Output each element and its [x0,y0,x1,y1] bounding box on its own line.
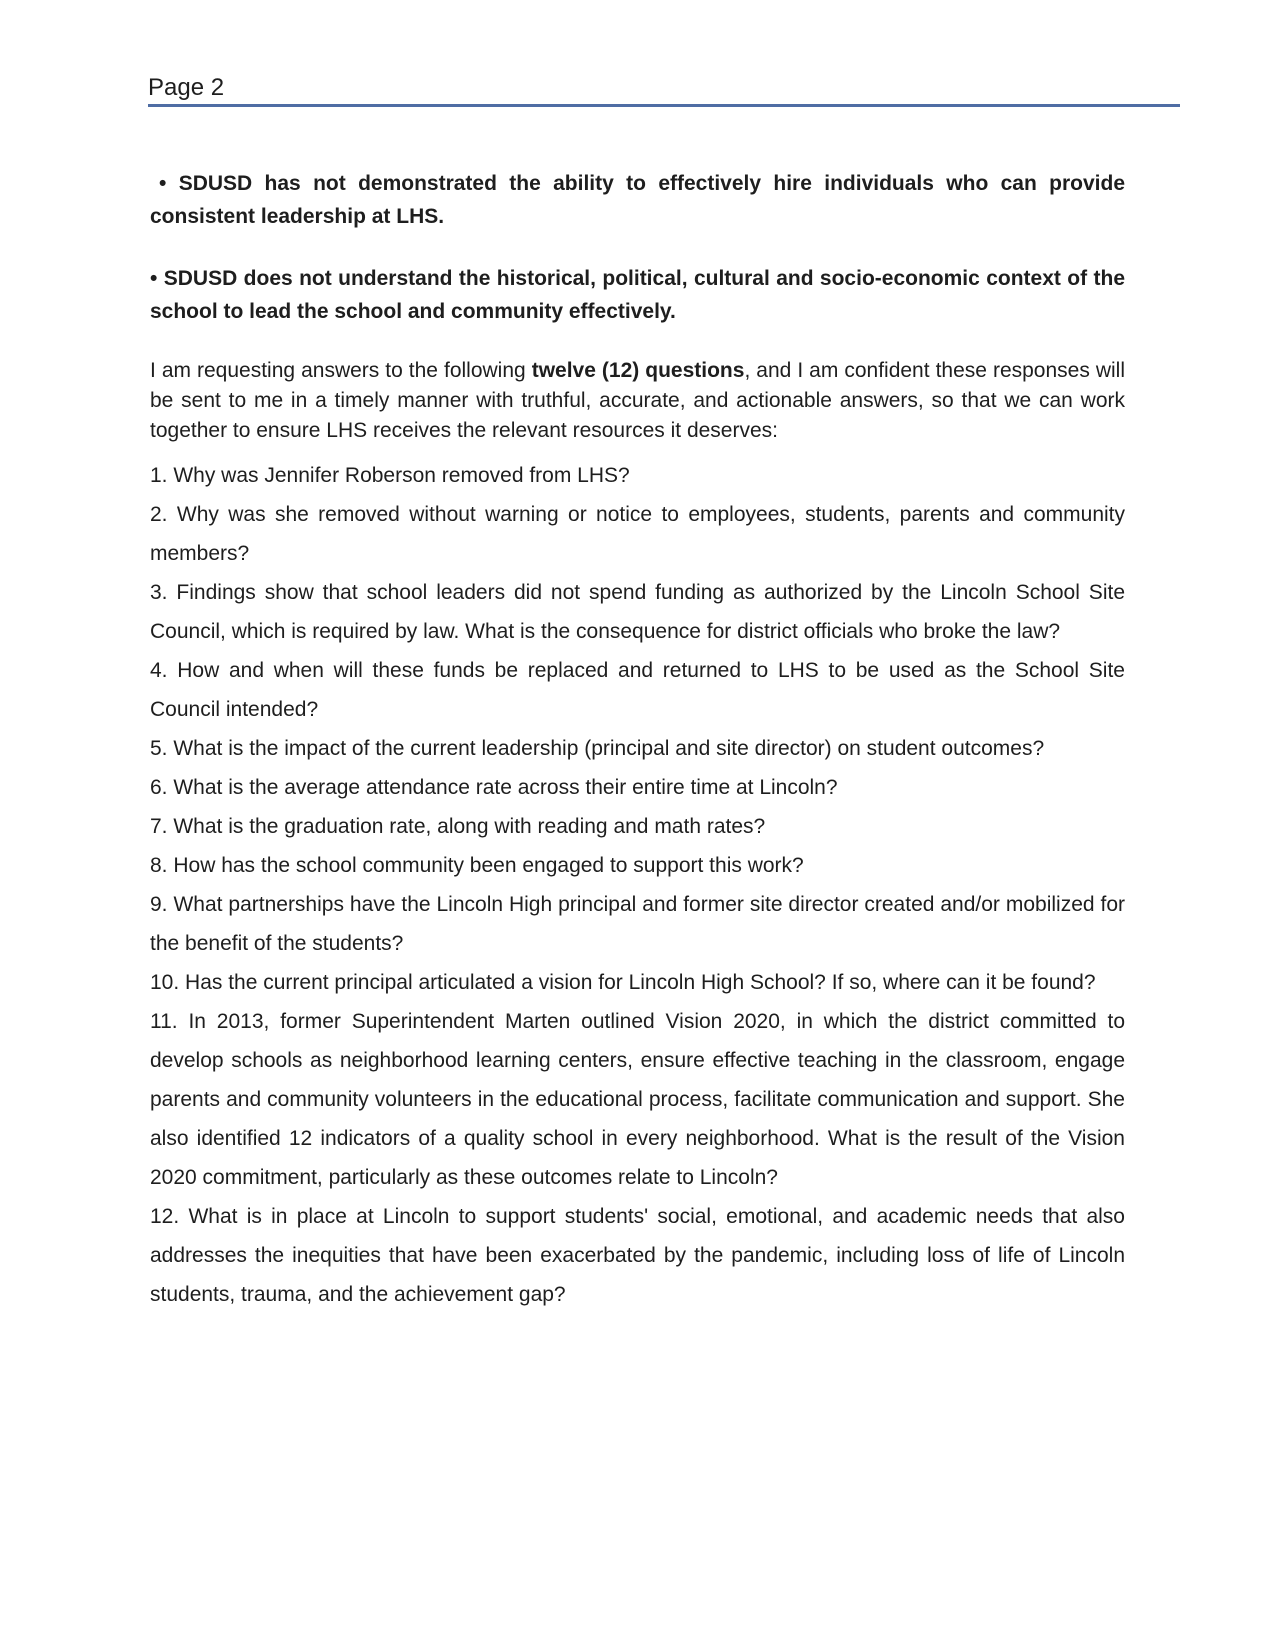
question-item-5: 5. What is the impact of the current leadership (principal and site director) on student outcomes? [150,737,1045,760]
intro-text-pre: I am requesting answers to the following [150,359,532,382]
question-item-9: 9. What partnerships have the Lincoln High principal and former site director created and/or mobilized for the benefit of the students? [150,893,1125,955]
question-item-7: 7. What is the graduation rate, along with reading and math rates? [150,815,766,838]
question-item-2: 2. Why was she removed without warning or notice to employees, students, parents and community members? [150,503,1125,565]
header-rule [148,104,1180,107]
page-content [150,167,1125,1314]
intro-text-post: , and I am confident these responses will be sent to me in a timely manner with truthful, accurate, and actionable answers, so that we can work together to ensure LHS receives the relevant resources it deserves: [150,359,1126,442]
question-item-8: 8. How has the school community been engaged to support this work? [150,854,804,877]
questions-list [150,456,1125,1314]
question-item-10: 10. Has the current principal articulated a vision for Lincoln High School? If so, where can it be found? [150,971,1096,994]
question-item-3: 3. Findings show that school leaders did not spend funding as authorized by the Lincoln School Site Council, which is required by law. What is the consequence for district officials who broke the law? [150,581,1125,643]
intro-bold-phrase: twelve (12) questions [531,359,745,382]
question-item-4: 4. How and when will these funds be replaced and returned to LHS to be used as the School Site Council intended? [150,659,1125,721]
question-item-1: 1. Why was Jennifer Roberson removed from LHS? [150,464,630,487]
intro-paragraph [150,356,1125,446]
page-header [148,0,1180,107]
question-item-12: 12. What is in place at Lincoln to support students' social, emotional, and academic needs that also addresses the inequities that have been exacerbated by the pandemic, including loss of life of Lincoln students, trauma, and the achievement gap? [150,1205,1125,1306]
question-item-11: 11. In 2013, former Superintendent Marten outlined Vision 2020, in which the district committed to develop schools as neighborhood learning centers, ensure effective teaching in the classroom, engage parents and community volunteers in the educational process, facilitate communication and support. She also identified 12 indicators of a quality school in every neighborhood. What is the result of the Vision 2020 commitment, particularly as these outcomes relate to Lincoln? [150,1010,1125,1189]
bullet-item-hiring: • SDUSD has not demonstrated the ability to effectively hire individuals who can provide consistent leadership at LHS. [150,172,1125,228]
page-number-label: Page 2 [148,74,225,101]
bullet-item-context: • SDUSD does not understand the historical, political, cultural and socio-economic context of the school to lead the school and community effectively. [150,267,1125,323]
question-item-6: 6. What is the average attendance rate across their entire time at Lincoln? [150,776,838,799]
